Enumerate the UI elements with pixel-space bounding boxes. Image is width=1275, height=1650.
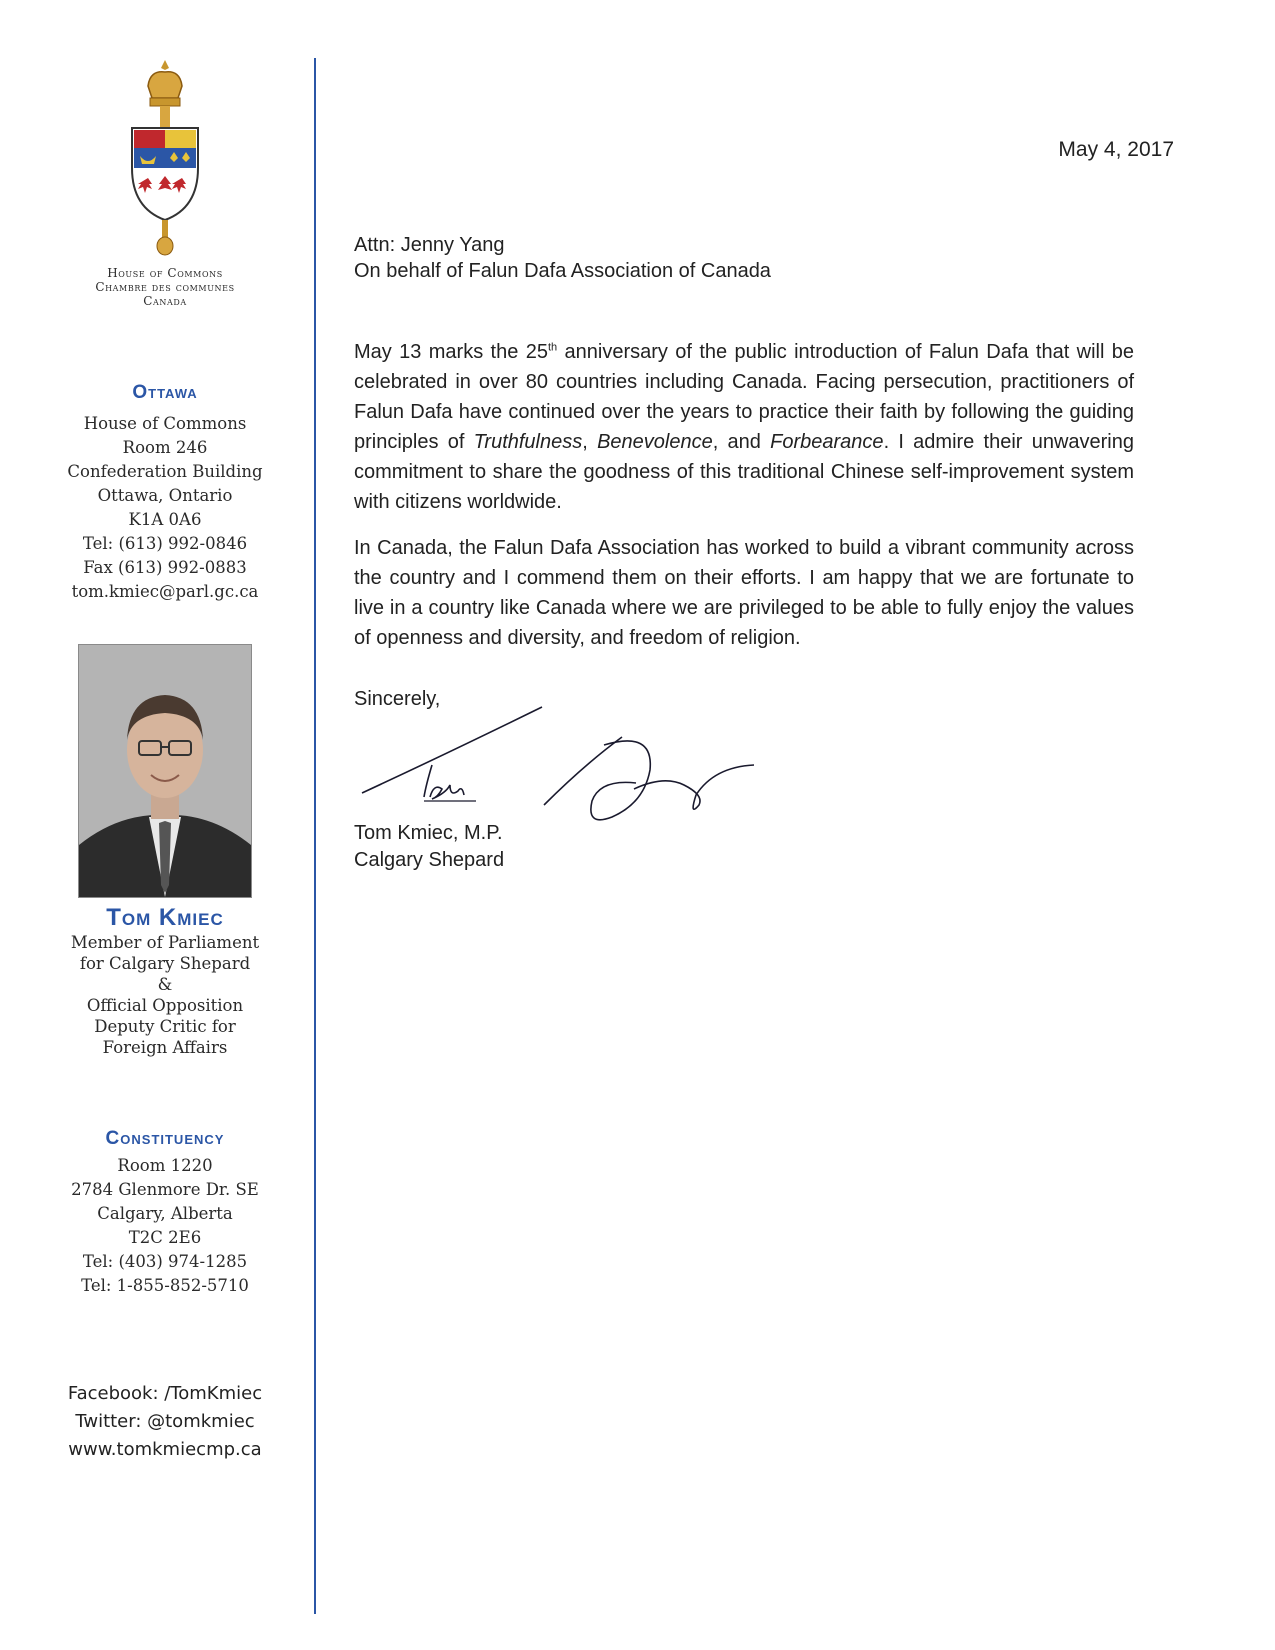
facebook-link[interactable]: Facebook: /TomKmiec	[67, 1383, 263, 1404]
p1-italic-forbearance: Forbearance	[770, 431, 884, 453]
paragraph-2: In Canada, the Falun Dafa Association has worked to build a vibrant community across the country and I commend them on their efforts. I am happy that we are fortunate to live in a country like Canada where we are privileged to be able to fully enjoy the values of openness and diversity, and freedom of religion.	[354, 537, 1134, 649]
ottawa-line: Room 246	[122, 438, 208, 457]
signer-block	[354, 820, 504, 874]
mp-portrait-photo	[78, 644, 252, 898]
ottawa-heading: Ottawa	[132, 382, 198, 403]
house-line-en: House of Commons	[107, 266, 223, 280]
p1-text-e: . I admire their unwavering commitment to share the goodness of this traditional Chinese self-improvement system with citizens worldwide.	[354, 431, 1134, 513]
vertical-divider	[314, 58, 316, 1614]
constituency-line: 2784 Glenmore Dr. SE	[71, 1180, 259, 1199]
ottawa-line: Ottawa, Ontario	[97, 486, 233, 505]
ottawa-line: K1A 0A6	[128, 510, 202, 529]
role-line: Deputy Critic for	[94, 1017, 236, 1036]
website-link[interactable]: www.tomkmiecmp.ca	[68, 1439, 262, 1460]
twitter-link[interactable]: Twitter: @tomkmiec	[75, 1411, 255, 1432]
constituency-address	[40, 1154, 290, 1298]
ottawa-address	[40, 412, 290, 604]
p1-text-b: anniversary of the public introduction of Falun Dafa that will be celebrated in over 80 countries including Canada. Facing persecution, practitioners of Falun Dafa have continued over the years to practice their faith by following the guiding principles of	[354, 341, 1135, 453]
constituency-line: Calgary, Alberta	[97, 1204, 233, 1223]
p1-text-d: , and	[712, 431, 771, 453]
mp-roles	[40, 932, 290, 1058]
ottawa-line: Confederation Building	[67, 462, 263, 481]
p1-text-a: May 13 marks the 25	[354, 341, 548, 363]
social-links	[40, 1380, 290, 1464]
paragraph-1	[354, 337, 1134, 517]
ottawa-phone: Tel: (613) 992-0846	[82, 534, 248, 553]
portrait-illustration	[79, 645, 251, 897]
p1-italic-truthfulness: Truthfulness	[473, 431, 583, 453]
house-of-commons-title	[40, 266, 290, 308]
ottawa-line: House of Commons	[83, 414, 247, 433]
p1-text-c: ,	[582, 431, 598, 453]
mp-name: Tom Kmiec	[106, 904, 224, 931]
signer-riding: Calgary Shepard	[354, 849, 505, 871]
on-behalf-line: On behalf of Falun Dafa Association of Canada	[354, 260, 771, 282]
constituency-heading: Constituency	[105, 1128, 225, 1149]
constituency-phone: Tel: (403) 974-1285	[82, 1252, 248, 1271]
signer-name: Tom Kmiec, M.P.	[354, 822, 503, 844]
closing-salutation: Sincerely,	[354, 688, 441, 710]
handwritten-signature	[354, 705, 774, 835]
ottawa-email[interactable]: tom.kmiec@parl.gc.ca	[71, 582, 259, 601]
house-line-country: Canada	[143, 294, 187, 308]
role-line: &	[157, 975, 173, 994]
role-line: for Calgary Shepard	[79, 954, 251, 973]
p1-superscript: th	[547, 341, 558, 354]
house-line-fr: Chambre des communes	[95, 280, 235, 294]
letter-date: May 4, 2017	[1058, 138, 1174, 161]
ottawa-fax: Fax (613) 992-0883	[83, 558, 247, 577]
letterhead-sidebar	[40, 40, 290, 1464]
letter-paragraphs	[354, 337, 1134, 669]
constituency-tollfree: Tel: 1-855-852-5710	[81, 1276, 249, 1295]
constituency-line: Room 1220	[117, 1156, 213, 1175]
attn-line: Attn: Jenny Yang	[354, 234, 505, 256]
role-line: Foreign Affairs	[102, 1038, 228, 1057]
house-of-commons-crest-icon	[120, 58, 210, 258]
role-line: Member of Parliament	[70, 933, 260, 952]
constituency-line: T2C 2E6	[128, 1228, 202, 1247]
role-line: Official Opposition	[86, 996, 244, 1015]
p1-italic-benevolence: Benevolence	[597, 431, 713, 453]
recipient-block	[354, 232, 771, 284]
